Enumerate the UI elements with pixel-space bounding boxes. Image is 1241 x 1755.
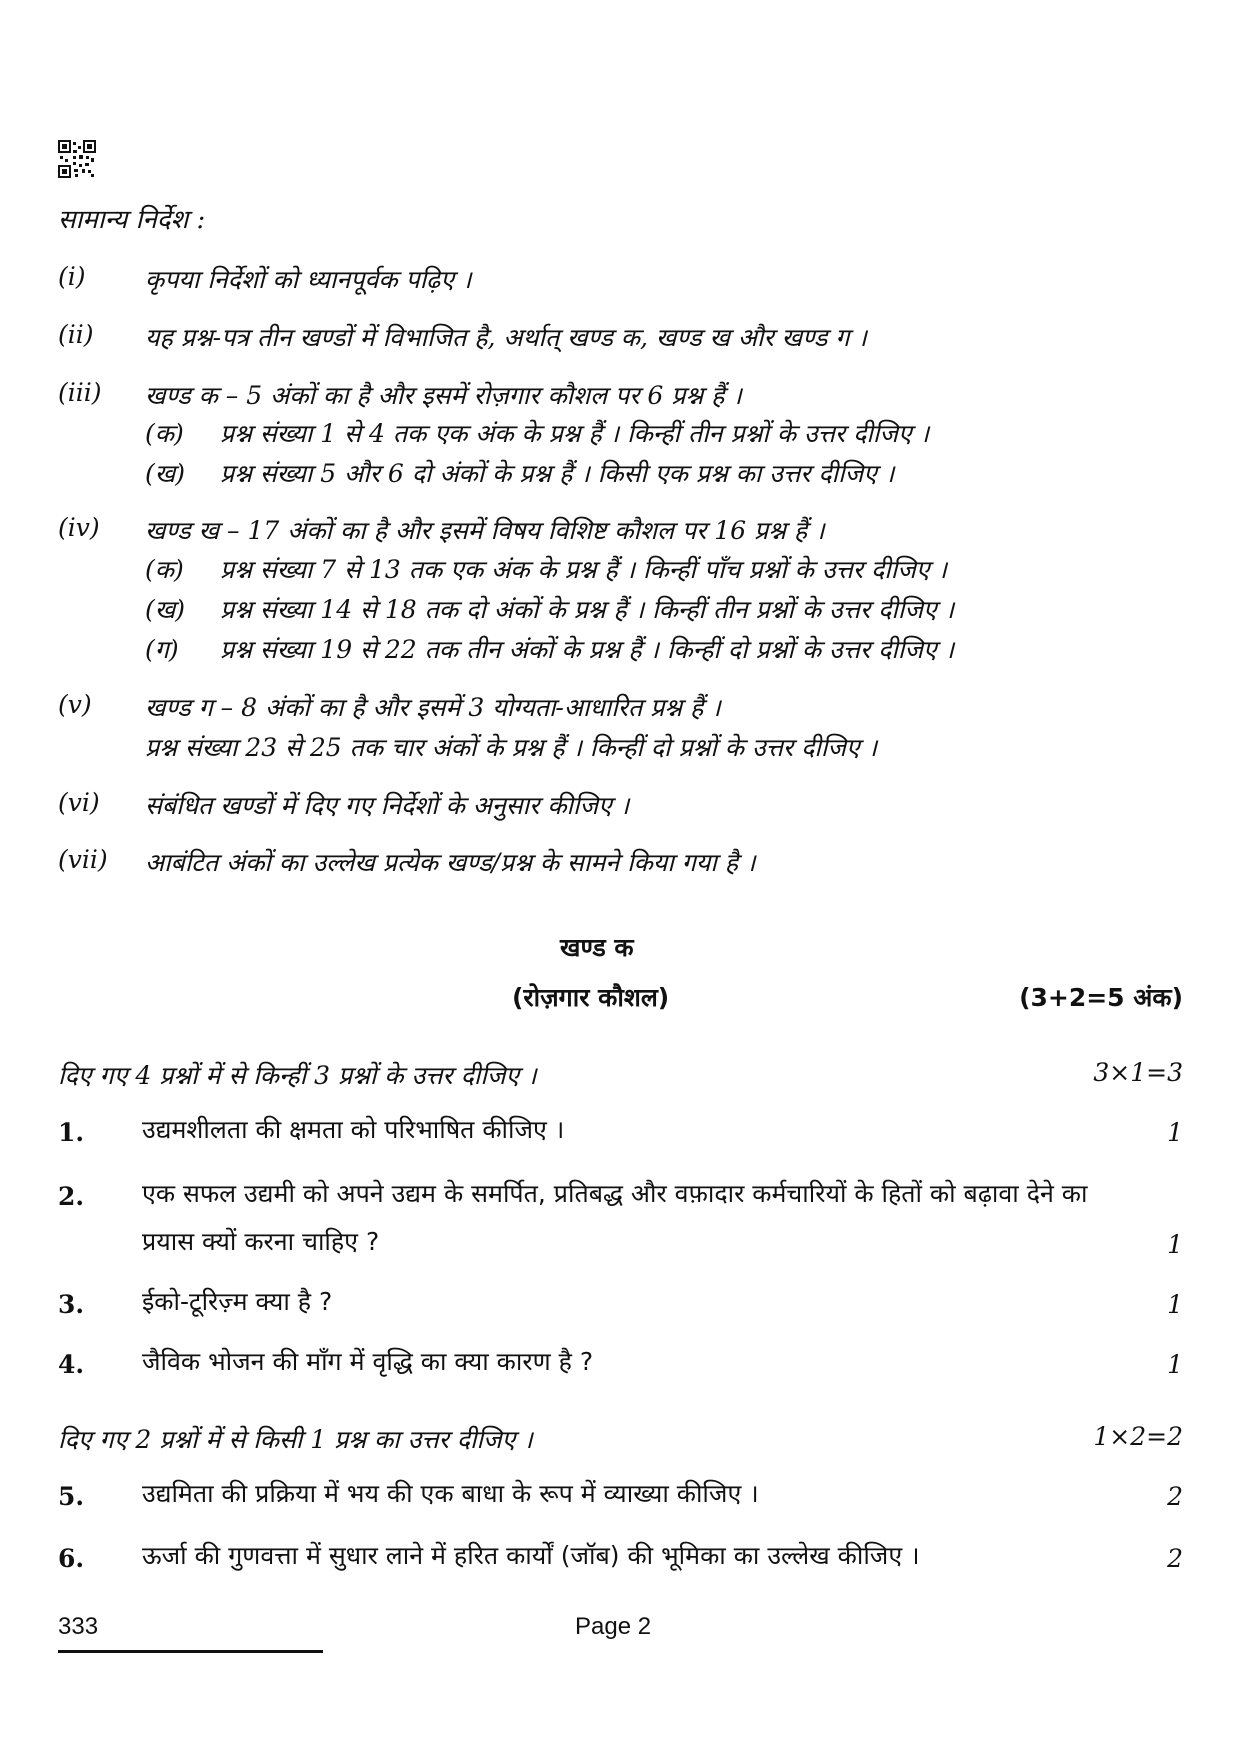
instruction-subitem xyxy=(145,592,954,626)
question-number: 2. xyxy=(58,1182,85,1211)
instruction-text: आबंटित अंकों का उल्लेख प्रत्येक खण्ड/प्रश्न के सामने किया गया है । xyxy=(145,848,756,877)
question-marks: 2 xyxy=(1167,1544,1183,1573)
section-title: खण्ड क xyxy=(560,933,634,962)
instruction-text: संबंधित खण्डों में दिए गए निर्देशों के अनुसार कीजिए । xyxy=(145,791,630,820)
question-text: एक सफल उद्यमी को अपने उद्यम के समर्पित, प्रतिबद्ध और वफ़ादार कर्मचारियों के हितों को बढ़ावा देने का प्रयास क्यों करना चाहिए ? xyxy=(142,1179,1088,1256)
group-marks: 3×1=3 xyxy=(1093,1058,1183,1087)
instruction-subitem xyxy=(145,416,929,450)
question-marks: 1 xyxy=(1167,1290,1183,1319)
question-number: 4. xyxy=(58,1350,85,1379)
paper-code: 333 xyxy=(58,1613,99,1640)
question-text: ईको-टूरिज़्म क्या है ? xyxy=(142,1287,333,1316)
footer-divider xyxy=(58,1650,323,1653)
question-text: उद्यमशीलता की क्षमता को परिभाषित कीजिए । xyxy=(142,1115,565,1144)
question-marks: 1 xyxy=(1167,1118,1183,1147)
instruction-number: (iv) xyxy=(58,513,100,542)
group-instruction: दिए गए 2 प्रश्नों में से किसी 1 प्रश्न का उत्तर दीजिए । xyxy=(58,1425,533,1454)
instruction-number: (iii) xyxy=(58,378,102,407)
subitem-label: (क) xyxy=(145,419,184,448)
subitem-label: (ख) xyxy=(145,459,185,488)
instruction-text: खण्ड क – 5 अंकों का है और इसमें रोज़गार कौशल पर 6 प्रश्न हैं । xyxy=(145,381,742,410)
section-subtitle: (रोज़गार कौशल) xyxy=(512,983,670,1012)
question-marks: 2 xyxy=(1167,1482,1183,1511)
question-number: 3. xyxy=(58,1290,85,1319)
qr-code-icon xyxy=(58,140,96,178)
subitem-text: प्रश्न संख्या 5 और 6 दो अंकों के प्रश्न हैं । किसी एक प्रश्न का उत्तर दीजिए । xyxy=(220,459,895,488)
section-marks: (3+2=5 अंक) xyxy=(1019,983,1183,1012)
instruction-subitem xyxy=(145,632,954,666)
question-number: 6. xyxy=(58,1544,85,1573)
instruction-text: खण्ड ख – 17 अंकों का है और इसमें विषय विशिष्ट कौशल पर 16 प्रश्न हैं । xyxy=(145,516,825,545)
instruction-text-continued: प्रश्न संख्या 23 से 25 तक चार अंकों के प्रश्न हैं । किन्हीं दो प्रश्नों के उत्तर दीजिए । xyxy=(145,733,878,762)
page-number: Page 2 xyxy=(575,1613,652,1640)
question-number: 1. xyxy=(58,1118,85,1147)
instruction-number: (vii) xyxy=(58,845,108,874)
group-marks: 1×2=2 xyxy=(1093,1422,1183,1451)
instruction-subitem xyxy=(145,456,894,490)
group-instruction: दिए गए 4 प्रश्नों में से किन्हीं 3 प्रश्नों के उत्तर दीजिए । xyxy=(58,1061,537,1090)
subitem-text: प्रश्न संख्या 19 से 22 तक तीन अंकों के प्रश्न हैं । किन्हीं दो प्रश्नों के उत्तर दीजिए । xyxy=(220,635,955,664)
instruction-subitem xyxy=(145,552,947,586)
subitem-text: प्रश्न संख्या 14 से 18 तक दो अंकों के प्रश्न हैं । किन्हीं तीन प्रश्नों के उत्तर दीजिए । xyxy=(220,595,955,624)
question-marks: 1 xyxy=(1167,1230,1183,1259)
instruction-number: (ii) xyxy=(58,320,94,349)
subitem-text: प्रश्न संख्या 1 से 4 तक एक अंक के प्रश्न हैं । किन्हीं तीन प्रश्नों के उत्तर दीजिए । xyxy=(220,419,930,448)
instruction-number: (v) xyxy=(58,690,92,719)
question-text: ऊर्जा की गुणवत्ता में सुधार लाने में हरित कार्यों (जॉब) की भूमिका का उल्लेख कीजिए । xyxy=(142,1541,920,1570)
instruction-text: यह प्रश्न-पत्र तीन खण्डों में विभाजित है, अर्थात् खण्ड क, खण्ड ख और खण्ड ग । xyxy=(145,323,867,352)
question-marks: 1 xyxy=(1167,1350,1183,1379)
subitem-text: प्रश्न संख्या 7 से 13 तक एक अंक के प्रश्न हैं । किन्हीं पाँच प्रश्नों के उत्तर दीजिए । xyxy=(220,555,947,584)
question-text: उद्यमिता की प्रक्रिया में भय की एक बाधा के रूप में व्याख्या कीजिए । xyxy=(142,1479,759,1508)
instruction-text: खण्ड ग – 8 अंकों का है और इसमें 3 योग्यता-आधारित प्रश्न हैं । xyxy=(145,693,721,722)
question-number: 5. xyxy=(58,1482,85,1511)
instruction-number: (vi) xyxy=(58,788,100,817)
subitem-label: (क) xyxy=(145,555,184,584)
subitem-label: (ख) xyxy=(145,595,185,624)
instruction-text: कृपया निर्देशों को ध्यानपूर्वक पढ़िए । xyxy=(145,265,472,294)
question-text: जैविक भोजन की माँग में वृद्धि का क्या कारण है ? xyxy=(142,1347,594,1376)
instruction-number: (i) xyxy=(58,262,86,291)
instructions-title: सामान्य निर्देश : xyxy=(58,205,206,235)
subitem-label: (ग) xyxy=(145,635,179,664)
